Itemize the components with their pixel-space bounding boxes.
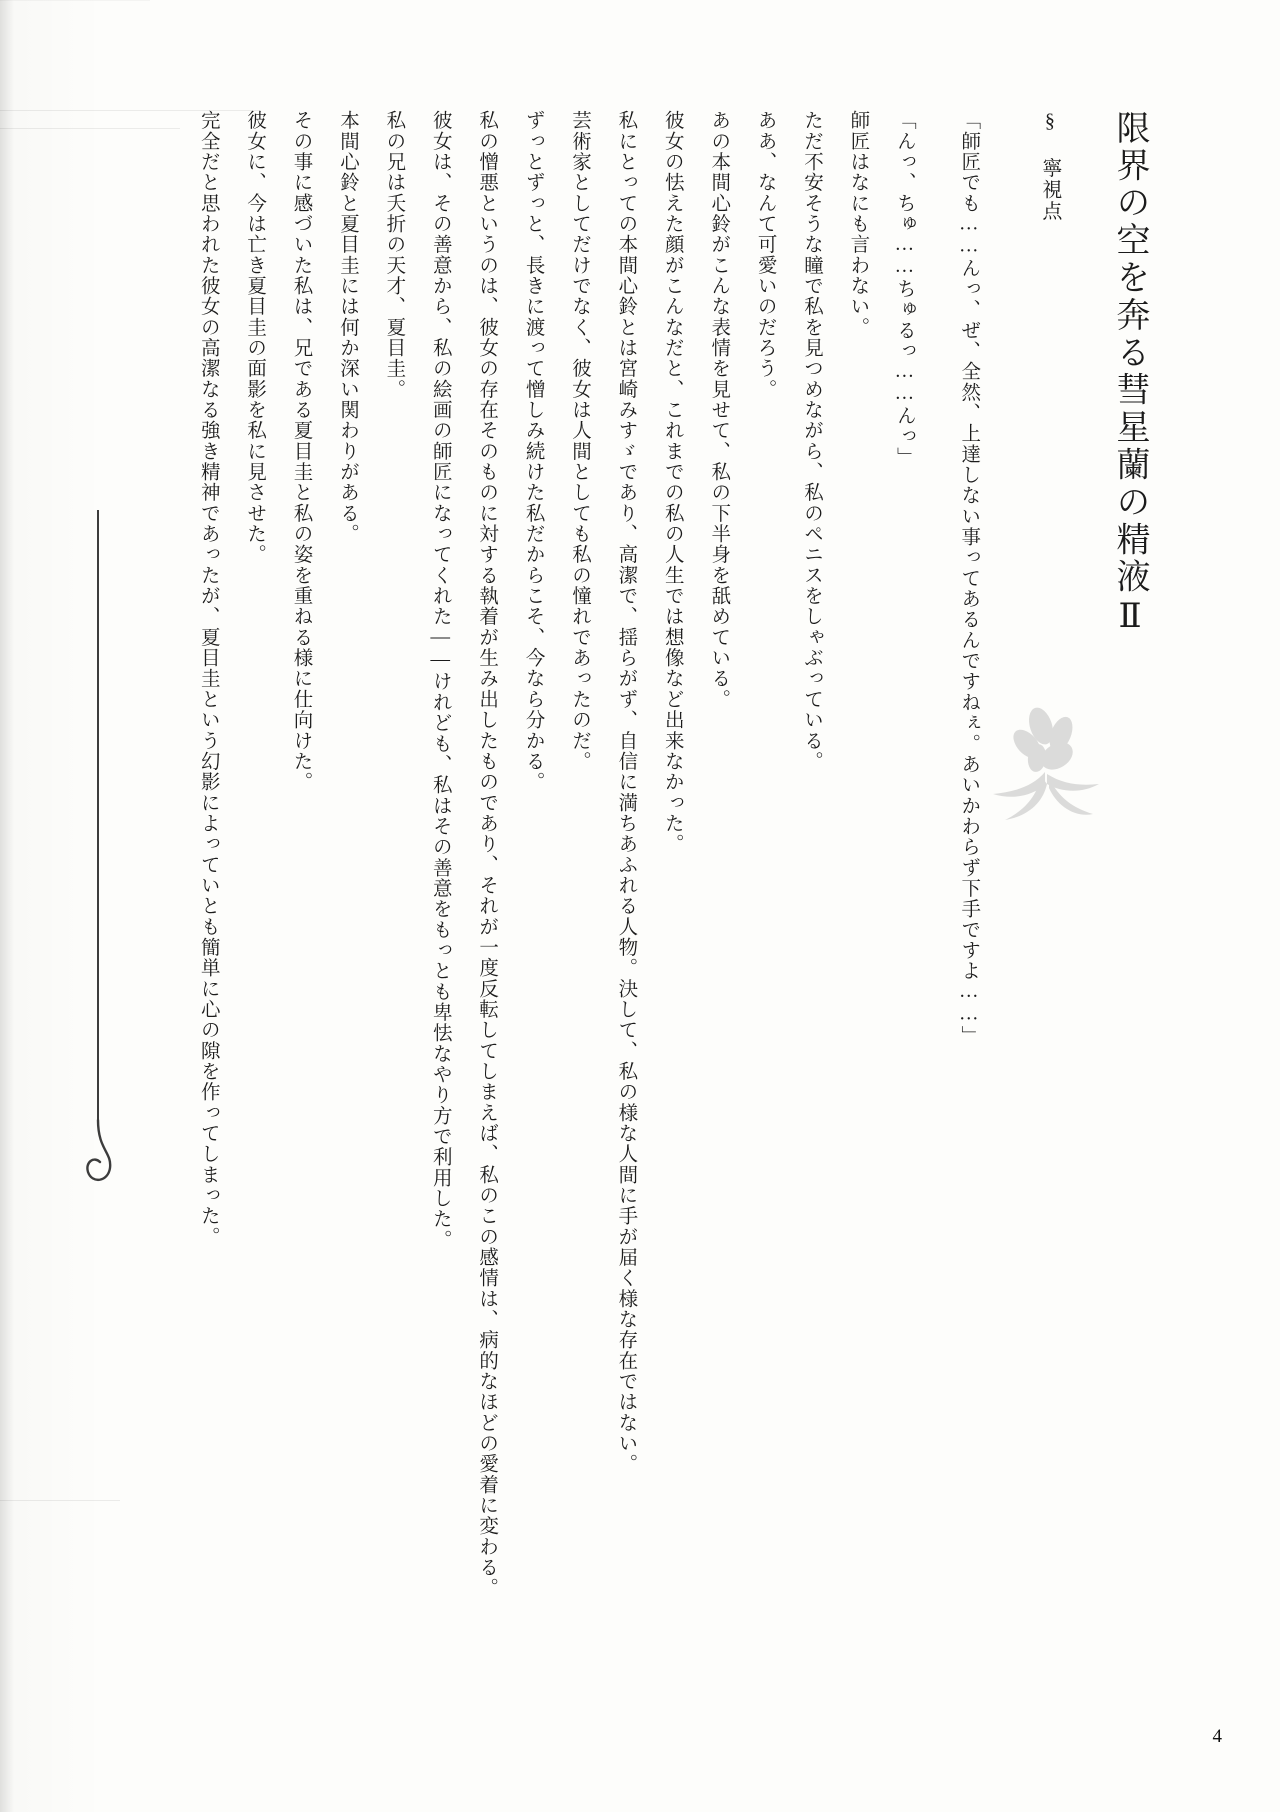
paragraph: 彼女は、その善意から、私の絵画の師匠になってくれた——けれども、私はその善意をもっとも卑怯なやり方で利用した。 [429, 110, 451, 1250]
paragraph: ずっとずっと、長きに渡って憎しみ続けた私だからこそ、今なら分かる。 [522, 110, 544, 793]
page-title: 限界の空を奔る彗星蘭の精液Ⅱ [1111, 110, 1148, 640]
paragraph: 本間心鈴と夏目圭には何か深い関わりがある。 [336, 110, 358, 545]
page-number: 4 [1212, 1726, 1222, 1747]
section-marker: § 寧視点 [1038, 110, 1061, 222]
paragraph: 完全だと思われた彼女の高潔なる強き精神であったが、夏目圭という幻影によっていとも簡単に心の隙を作ってしまった。 [197, 110, 219, 1247]
scan-edge-shadow [0, 0, 14, 1812]
paragraph: 私にとっての本間心鈴とは宮崎みすゞであり、高潔で、揺らがず、自信に満ちあふれる人物。決して、私の様な人間に手が届く様な存在ではない。 [615, 110, 637, 1475]
paragraph: その事に感づいた私は、兄である夏目圭と私の姿を重ねる様に仕向けた。 [290, 110, 312, 793]
vertical-text-body [120, 110, 1160, 1670]
paragraph: 師匠はなにも言わない。 [847, 110, 869, 338]
paragraph: 私の兄は夭折の天才、夏目圭。 [383, 110, 405, 400]
decorative-swash-icon [78, 500, 118, 1200]
paragraph: ただ不安そうな瞳で私を見つめながら、私のペニスをしゃぶっている。 [801, 110, 822, 772]
paragraph: 「師匠でも……んっ、ぜ、全然、上達しない事ってあるんですねぇ。あいかわらず下手ですよ……」 [958, 110, 980, 1047]
paragraph: 彼女の怯えた顔がこんなだと、これまでの私の人生では想像など出来なかった。 [661, 110, 683, 855]
paragraph: 私の憎悪というのは、彼女の存在そのものに対する執着が生み出したものであり、それが一度反転してしまえば、私のこの感情は、病的なほどの愛着に変わる。 [476, 110, 498, 1599]
paragraph: 彼女に、今は亡き夏目圭の面影を私に見させた。 [244, 110, 266, 565]
scan-artifact-line [0, 1500, 120, 1501]
paragraph: ああ、なんて可愛いのだろう。 [754, 110, 776, 400]
paragraph: あの本間心鈴がこんな表情を見せて、私の下半身を舐めている。 [708, 110, 730, 710]
paragraph: 芸術家としてだけでなく、彼女は人間としても私の憧れであったのだ。 [568, 110, 590, 772]
paragraph: 「んっ、ちゅ……ちゅるっ……んっ」 [893, 110, 915, 468]
